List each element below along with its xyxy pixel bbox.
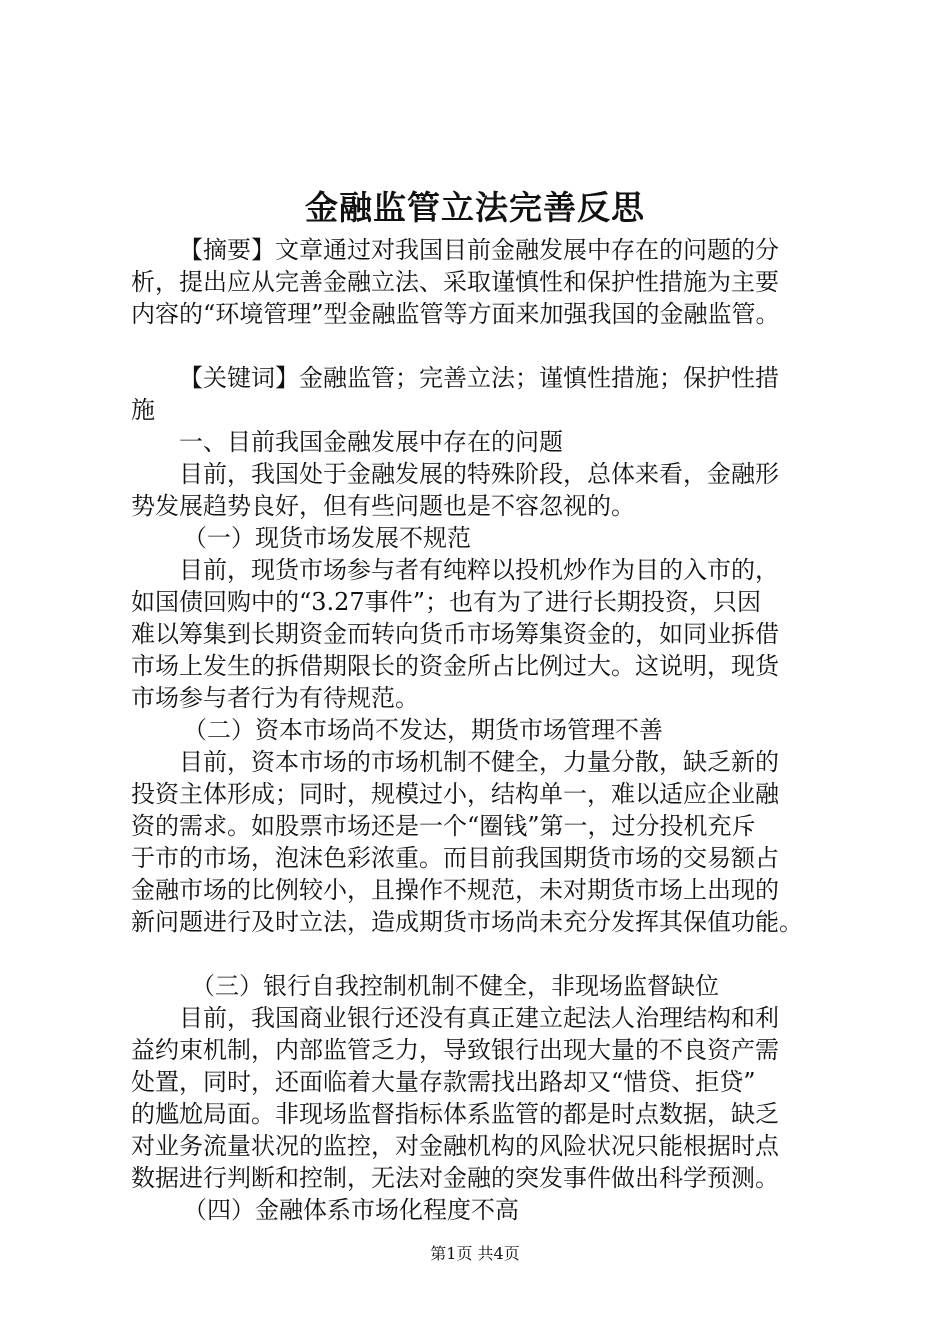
paragraph-line: 益约束机制，内部监管乏力，导致银行出现大量的不良资产需 — [131, 1036, 779, 1064]
paragraph-line: 新问题进行及时立法，造成期货市场尚未充分发挥其保值功能。 — [131, 908, 803, 936]
keywords-line: 施 — [131, 396, 155, 424]
paragraph-line: 如国债回购中的“3.27事件”；也有为了进行长期投资，只因 — [131, 588, 761, 616]
paragraph-line: 的尴尬局面。非现场监督指标体系监管的都是时点数据，缺乏 — [131, 1100, 779, 1128]
abstract-line: 内容的“环境管理”型金融监管等方面来加强我国的金融监管。 — [131, 300, 780, 328]
abstract-line: 析，提出应从完善金融立法、采取谨慎性和保护性措施为主要 — [131, 268, 779, 296]
paragraph-line: 市场参与者行为有待规范。 — [131, 684, 419, 712]
paragraph-line: 数据进行判断和控制，无法对金融的突发事件做出科学预测。 — [131, 1164, 779, 1192]
paragraph-line: 目前，我国处于金融发展的特殊阶段，总体来看，金融形 — [179, 460, 779, 488]
paragraph-line: 于市的市场，泡沫色彩浓重。而目前我国期货市场的交易额占 — [131, 844, 779, 872]
subsection-heading: （二）资本市场尚不发达，期货市场管理不善 — [183, 716, 663, 744]
paragraph-line: 对业务流量状况的监控，对金融机构的风险状况只能根据时点 — [131, 1132, 779, 1160]
paragraph-line: 投资主体形成；同时，规模过小，结构单一，难以适应企业融 — [131, 780, 779, 808]
paragraph-line: 市场上发生的拆借期限长的资金所占比例过大。这说明，现货 — [131, 652, 779, 680]
subsection-heading: （三）银行自我控制机制不健全，非现场监督缺位 — [191, 972, 719, 1000]
subsection-heading: （四）金融体系市场化程度不高 — [183, 1196, 519, 1224]
paragraph-line: 目前，我国商业银行还没有真正建立起法人治理结构和利 — [179, 1004, 779, 1032]
keywords-line: 【关键词】金融监管；完善立法；谨慎性措施；保护性措 — [179, 364, 779, 392]
document-body — [131, 234, 831, 1226]
section-heading: 一、目前我国金融发展中存在的问题 — [179, 428, 563, 456]
paragraph-line: 金融市场的比例较小，且操作不规范，未对期货市场上出现的 — [131, 876, 779, 904]
paragraph-line: 处置，同时，还面临着大量存款需找出路却又“惜贷、拒贷” — [131, 1068, 756, 1096]
subsection-heading: （一）现货市场发展不规范 — [183, 524, 471, 552]
paragraph-gap — [131, 938, 831, 970]
abstract-line: 【摘要】文章通过对我国目前金融发展中存在的问题的分 — [179, 236, 779, 264]
paragraph-line: 势发展趋势良好，但有些问题也是不容忽视的。 — [131, 492, 635, 520]
page-number: 第1页 共4页 — [430, 1244, 520, 1263]
paragraph-line: 资的需求。如股票市场还是一个“圈钱”第一，过分投机充斥 — [131, 812, 756, 840]
paragraph-line: 目前，资本市场的市场机制不健全，力量分散，缺乏新的 — [179, 748, 779, 776]
document-title: 金融监管立法完善反思 — [305, 188, 645, 227]
paragraph-gap — [131, 330, 831, 362]
paragraph-line: 目前，现货市场参与者有纯粹以投机炒作为目的入市的， — [179, 556, 779, 584]
paragraph-line: 难以筹集到长期资金而转向货币市场筹集资金的，如同业拆借 — [131, 620, 779, 648]
